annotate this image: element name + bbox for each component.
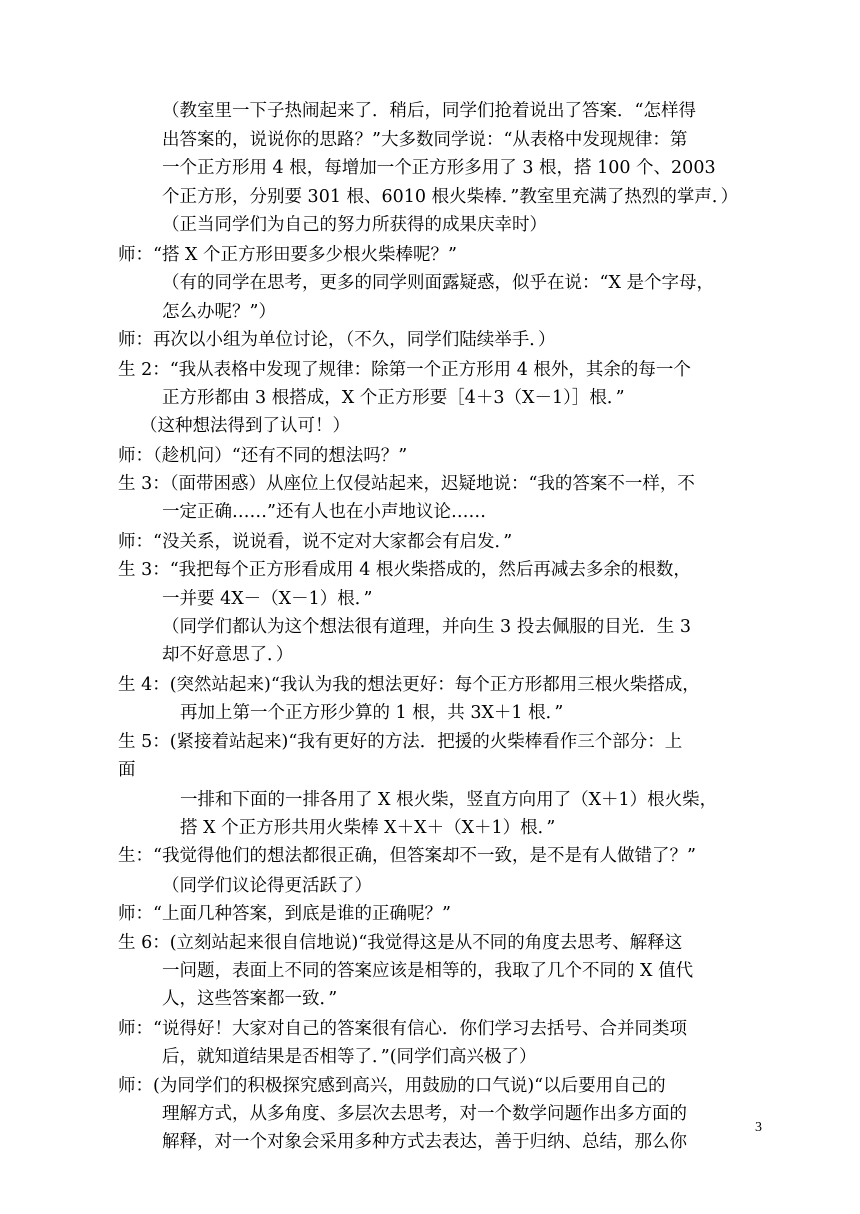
text-line: 师：(为同学们的积极探究感到高兴，用鼓励的口气说)“以后要用自己的 bbox=[118, 1076, 666, 1096]
text-line: 却不好意思了．） bbox=[162, 645, 294, 665]
text-line: 生 3：“我把每个正方形看成用 4 根火柴搭成的，然后再减去多余的根数， bbox=[118, 560, 691, 580]
text-line: （教室里一下子热闹起来了．稍后，同学们抢着说出了答案．“怎样得 bbox=[162, 101, 696, 121]
text-line: 一个正方形用 4 根，每增加一个正方形多用了 3 根，搭 100 个、2003 bbox=[162, 158, 716, 178]
text-line: 一定正确……”还有人也在小声地议论…… bbox=[162, 502, 486, 522]
text-line: 师：“搭 X 个正方形田要多少根火柴棒呢？” bbox=[118, 245, 457, 265]
text-line: 师：（趁机问）“还有不同的想法吗？” bbox=[118, 446, 408, 466]
text-line: 理解方式，从多角度、多层次去思考，对一个数学问题作出多方面的 bbox=[162, 1104, 687, 1124]
text-line: 一排和下面的一排各用了 X 根火柴，竖直方向用了（X＋1）根火柴， bbox=[180, 790, 718, 810]
text-line: 解释，对一个对象会采用多种方式去表达，善于归纳、总结，那么你 bbox=[162, 1132, 687, 1152]
text-line: 生 4：(突然站起来)“我认为我的想法更好：每个正方形都用三根火柴搭成， bbox=[118, 675, 700, 695]
page-number: 3 bbox=[755, 1120, 762, 1135]
text-line: 一问题，表面上不同的答案应该是相等的，我取了几个不同的 X 值代 bbox=[162, 961, 694, 981]
text-line: 搭 X 个正方形共用火柴棒 X＋X＋（X＋1）根．” bbox=[180, 818, 556, 838]
text-line: 出答案的，说说你的思路？”大多数同学说：“从表格中发现规律：第 bbox=[162, 130, 688, 150]
text-line: 一并要 4X－（X－1）根．” bbox=[162, 589, 373, 609]
text-line: （同学们都认为这个想法很有道理，并向生 3 投去佩服的目光．生 3 bbox=[162, 617, 691, 637]
text-line: （有的同学在思考，更多的同学则面露疑惑，似乎在说：“X 是个字母， bbox=[162, 273, 714, 293]
text-line: （同学们议论得更活跃了） bbox=[162, 876, 372, 896]
text-line: 后，就知道结果是否相等了．”(同学们高兴极了） bbox=[162, 1047, 537, 1067]
text-line: 生 3：（面带困惑）从座位上仅侵站起来，迟疑地说：“我的答案不一样，不 bbox=[118, 474, 695, 494]
text-line: 生 5：(紧接着站起来)“我有更好的方法．把援的火柴棒看作三个部分：上 bbox=[118, 732, 683, 752]
text-line: 师：“说得好！大家对自己的答案很有信心．你们学习去括号、合并同类项 bbox=[118, 1019, 687, 1039]
text-line: 面 bbox=[118, 760, 136, 780]
text-line: 师：再次以小组为单位讨论，（不久，同学们陆续举手．） bbox=[118, 330, 556, 350]
text-line: 生 6：(立刻站起来很自信地说)“我觉得这是从不同的角度去思考、解释这 bbox=[118, 933, 683, 953]
text-line: 个正方形，分别要 301 根、6010 根火柴棒．”教室里充满了热烈的掌声．） bbox=[162, 187, 739, 207]
text-line: 生：“我觉得他们的想法都很正确，但答案却不一致，是不是有人做错了？” bbox=[118, 846, 696, 866]
text-line: 生 2：“我从表格中发现了规律：除第一个正方形用 4 根外，其余的每一个 bbox=[118, 360, 691, 380]
text-line: 怎么办呢？”） bbox=[162, 302, 276, 322]
text-line: （这种想法得到了认可！） bbox=[140, 416, 350, 436]
text-line: 师：“上面几种答案，到底是谁的正确呢？” bbox=[118, 904, 451, 924]
text-line: 人，这些答案都一致．” bbox=[162, 989, 338, 1009]
text-line: （正当同学们为自己的努力所获得的成果庆幸时） bbox=[162, 215, 547, 235]
text-line: 再加上第一个正方形少算的 1 根，共 3X＋1 根．” bbox=[180, 703, 564, 723]
text-line: 师：“没关系，说说看，说不定对大家都会有启发．” bbox=[118, 532, 513, 552]
text-line: 正方形都由 3 根搭成，X 个正方形要［4＋3（X－1）］根．” bbox=[162, 388, 625, 408]
